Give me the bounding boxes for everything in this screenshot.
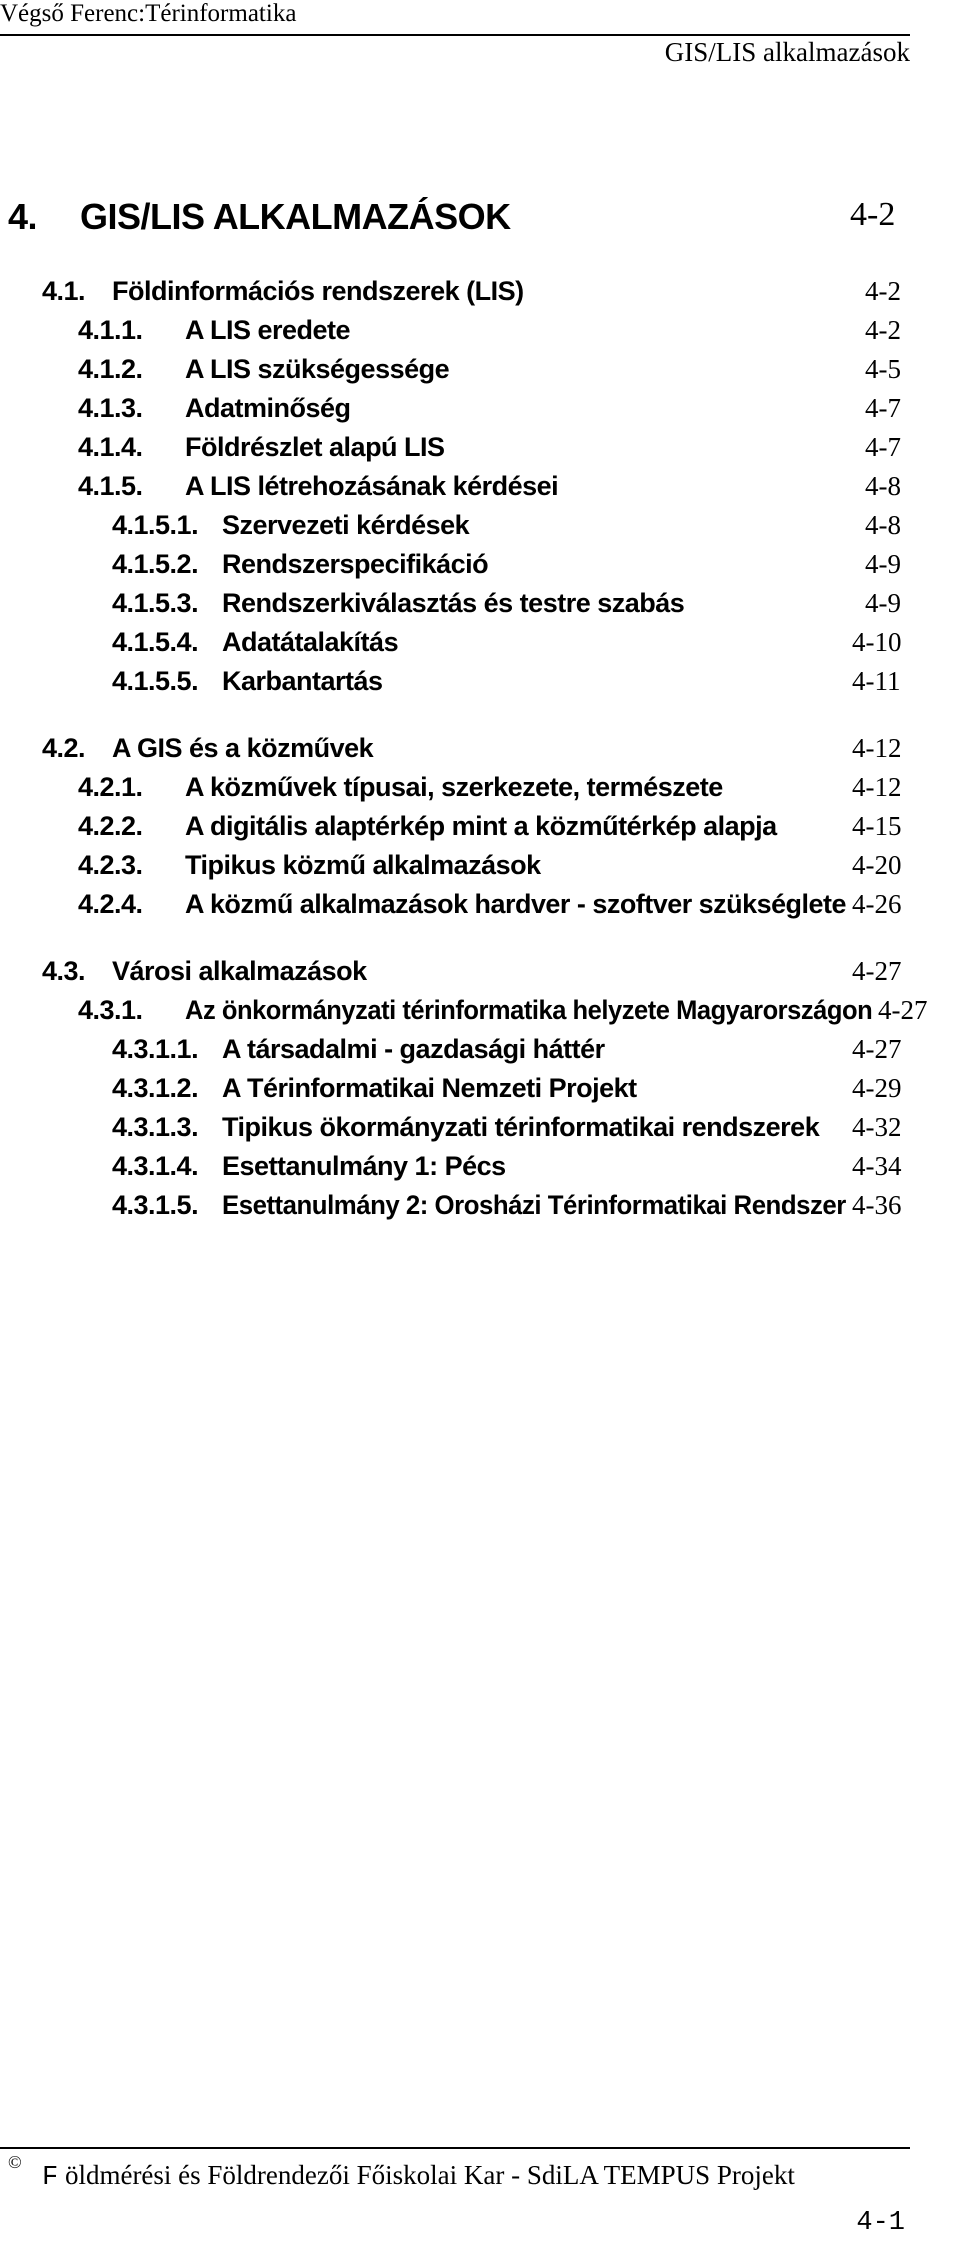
toc-entry-title: Városi alkalmazások: [112, 956, 367, 986]
toc-entry-number: 4.3.: [42, 956, 86, 986]
toc-entry-page: 4-2: [850, 196, 896, 233]
toc-entry-number: 4.1.5.2.: [112, 549, 199, 579]
toc-entry-page: 4-9: [865, 549, 901, 579]
toc-entry-number: 4.2.: [42, 733, 86, 763]
toc-entry-number: 4.3.1.2.: [112, 1073, 199, 1103]
toc-entry-title: Esettanulmány 2: Orosházi Térinformatikai Rendszer: [222, 1190, 846, 1220]
toc-entry-page: 4-27: [852, 1034, 902, 1064]
toc-entry: [0, 393, 960, 429]
toc-entry-number: 4.2.1.: [78, 772, 143, 802]
toc-entry-page: 4-34: [852, 1151, 902, 1181]
toc-entry-number: 4.1.4.: [78, 432, 143, 462]
toc-entry-number: 4.1.3.: [78, 393, 143, 423]
toc-entry-title: A társadalmi - gazdasági háttér: [222, 1034, 605, 1064]
toc-entry-page: 4-10: [852, 627, 902, 657]
toc-entry-title: Földrészlet alapú LIS: [185, 432, 445, 462]
header-rule: [0, 34, 910, 36]
footer-rest: öldmérési és Földrendezői Főiskolai Kar - SdiLA TEMPUS Projekt: [58, 2160, 795, 2190]
toc-entry-number: 4.3.1.1.: [112, 1034, 199, 1064]
toc-entry-page: 4-15: [852, 811, 902, 841]
toc-entry-number: 4.3.1.3.: [112, 1112, 199, 1142]
header-left-text: Végső Ferenc:Térinformatika: [0, 0, 297, 27]
toc-entry-number: 4.1.2.: [78, 354, 143, 384]
toc-entry: [0, 1112, 960, 1148]
toc-entry: [0, 1151, 960, 1187]
toc-entry-title: Tipikus közmű alkalmazások: [185, 850, 541, 880]
toc-entry-title: Földinformációs rendszerek (LIS): [112, 276, 524, 306]
toc-entry-title: Tipikus ökormányzati térinformatikai rendszerek: [222, 1112, 820, 1142]
toc-entry: [0, 889, 960, 925]
copyright-symbol: ©: [8, 2152, 22, 2172]
toc-entry: [0, 1190, 960, 1226]
toc-entry-title: A közművek típusai, szerkezete, természete: [185, 772, 723, 802]
toc-entry-page: 4-2: [865, 315, 901, 345]
toc-entry: [0, 510, 960, 546]
toc-entry: [0, 354, 960, 390]
footer-page-number: 4-1: [856, 2208, 905, 2238]
toc-entry: [0, 549, 960, 585]
toc-entry-title: Adatminőség: [185, 393, 351, 423]
toc-entry-page: 4-9: [865, 588, 901, 618]
toc-entry-title: Rendszerspecifikáció: [222, 549, 489, 579]
toc-entry: [0, 196, 960, 237]
toc-entry-page: 4-5: [865, 354, 901, 384]
toc-entry-page: 4-36: [852, 1190, 902, 1220]
toc-entry-page: 4-8: [865, 510, 901, 540]
toc-entry-number: 4.3.1.: [78, 995, 143, 1025]
toc-entry-title: A Térinformatikai Nemzeti Projekt: [222, 1073, 637, 1103]
toc-entry-title: GIS/LIS ALKALMAZÁSOK: [80, 196, 511, 237]
toc-entry: [0, 588, 960, 624]
toc-entry-number: 4.1.5.4.: [112, 627, 199, 657]
toc-entry: [0, 850, 960, 886]
toc-entry-number: 4.3.1.4.: [112, 1151, 199, 1181]
toc-entry: [0, 315, 960, 351]
toc-entry-title: Karbantartás: [222, 666, 383, 696]
toc-entry-page: 4-12: [852, 733, 902, 763]
toc-entry-title: A LIS létrehozásának kérdései: [185, 471, 559, 501]
toc-entry-number: 4.1.5.3.: [112, 588, 199, 618]
toc-entry-page: 4-27: [878, 995, 928, 1025]
toc-entry-number: 4.2.2.: [78, 811, 143, 841]
toc-entry-title: Esettanulmány 1: Pécs: [222, 1151, 506, 1181]
footer-rule: [0, 2147, 910, 2149]
toc-entry-page: 4-29: [852, 1073, 902, 1103]
toc-entry: [0, 471, 960, 507]
toc-entry-title: Az önkormányzati térinformatika helyzete Magyarországon: [185, 995, 873, 1025]
toc-entry: [0, 772, 960, 808]
toc-entry-title: A GIS és a közművek: [112, 733, 374, 763]
toc-entry: [0, 811, 960, 847]
toc-entry-page: 4-12: [852, 772, 902, 802]
toc-entry-title: A közmű alkalmazások hardver - szoftver szükséglete: [185, 889, 846, 919]
toc-entry-number: 4.1.: [42, 276, 86, 306]
toc-entry-number: 4.1.5.5.: [112, 666, 199, 696]
toc-entry-page: 4-20: [852, 850, 902, 880]
toc-entry-number: 4.3.1.5.: [112, 1190, 199, 1220]
toc-entry-title: A LIS szükségessége: [185, 354, 450, 384]
toc-entry: [0, 276, 960, 312]
toc-entry-title: Szervezeti kérdések: [222, 510, 470, 540]
toc-entry: [0, 627, 960, 663]
toc-entry-number: 4.2.3.: [78, 850, 143, 880]
toc-entry: [0, 666, 960, 702]
toc-entry-number: 4.1.5.1.: [112, 510, 199, 540]
toc-entry: [0, 1034, 960, 1070]
toc-entry: [0, 733, 960, 769]
toc-entry-page: 4-2: [865, 276, 901, 306]
toc-entry: [0, 995, 960, 1031]
toc-entry-title: A digitális alaptérkép mint a közműtérkép alapja: [185, 811, 777, 841]
toc-entry-number: 4.: [8, 196, 38, 237]
toc-entry-title: A LIS eredete: [185, 315, 351, 345]
toc-entry: [0, 956, 960, 992]
footer-lead-letter: F: [42, 2163, 59, 2193]
toc-entry-page: 4-32: [852, 1112, 902, 1142]
toc-entry: [0, 432, 960, 468]
toc-entry: [0, 1073, 960, 1109]
toc-entry-title: Rendszerkiválasztás és testre szabás: [222, 588, 685, 618]
header-right-text: GIS/LIS alkalmazások: [664, 37, 910, 67]
toc-entry-page: 4-7: [865, 393, 901, 423]
toc-entry-page: 4-27: [852, 956, 902, 986]
toc-entry-number: 4.1.5.: [78, 471, 143, 501]
toc-entry-page: 4-26: [852, 889, 902, 919]
toc-entry-title: Adatátalakítás: [222, 627, 399, 657]
toc-entry-page: 4-11: [852, 666, 901, 696]
toc-entry-number: 4.1.1.: [78, 315, 143, 345]
toc-entry-page: 4-8: [865, 471, 901, 501]
toc-entry-number: 4.2.4.: [78, 889, 143, 919]
toc-entry-page: 4-7: [865, 432, 901, 462]
footer-text: [42, 2160, 795, 2193]
